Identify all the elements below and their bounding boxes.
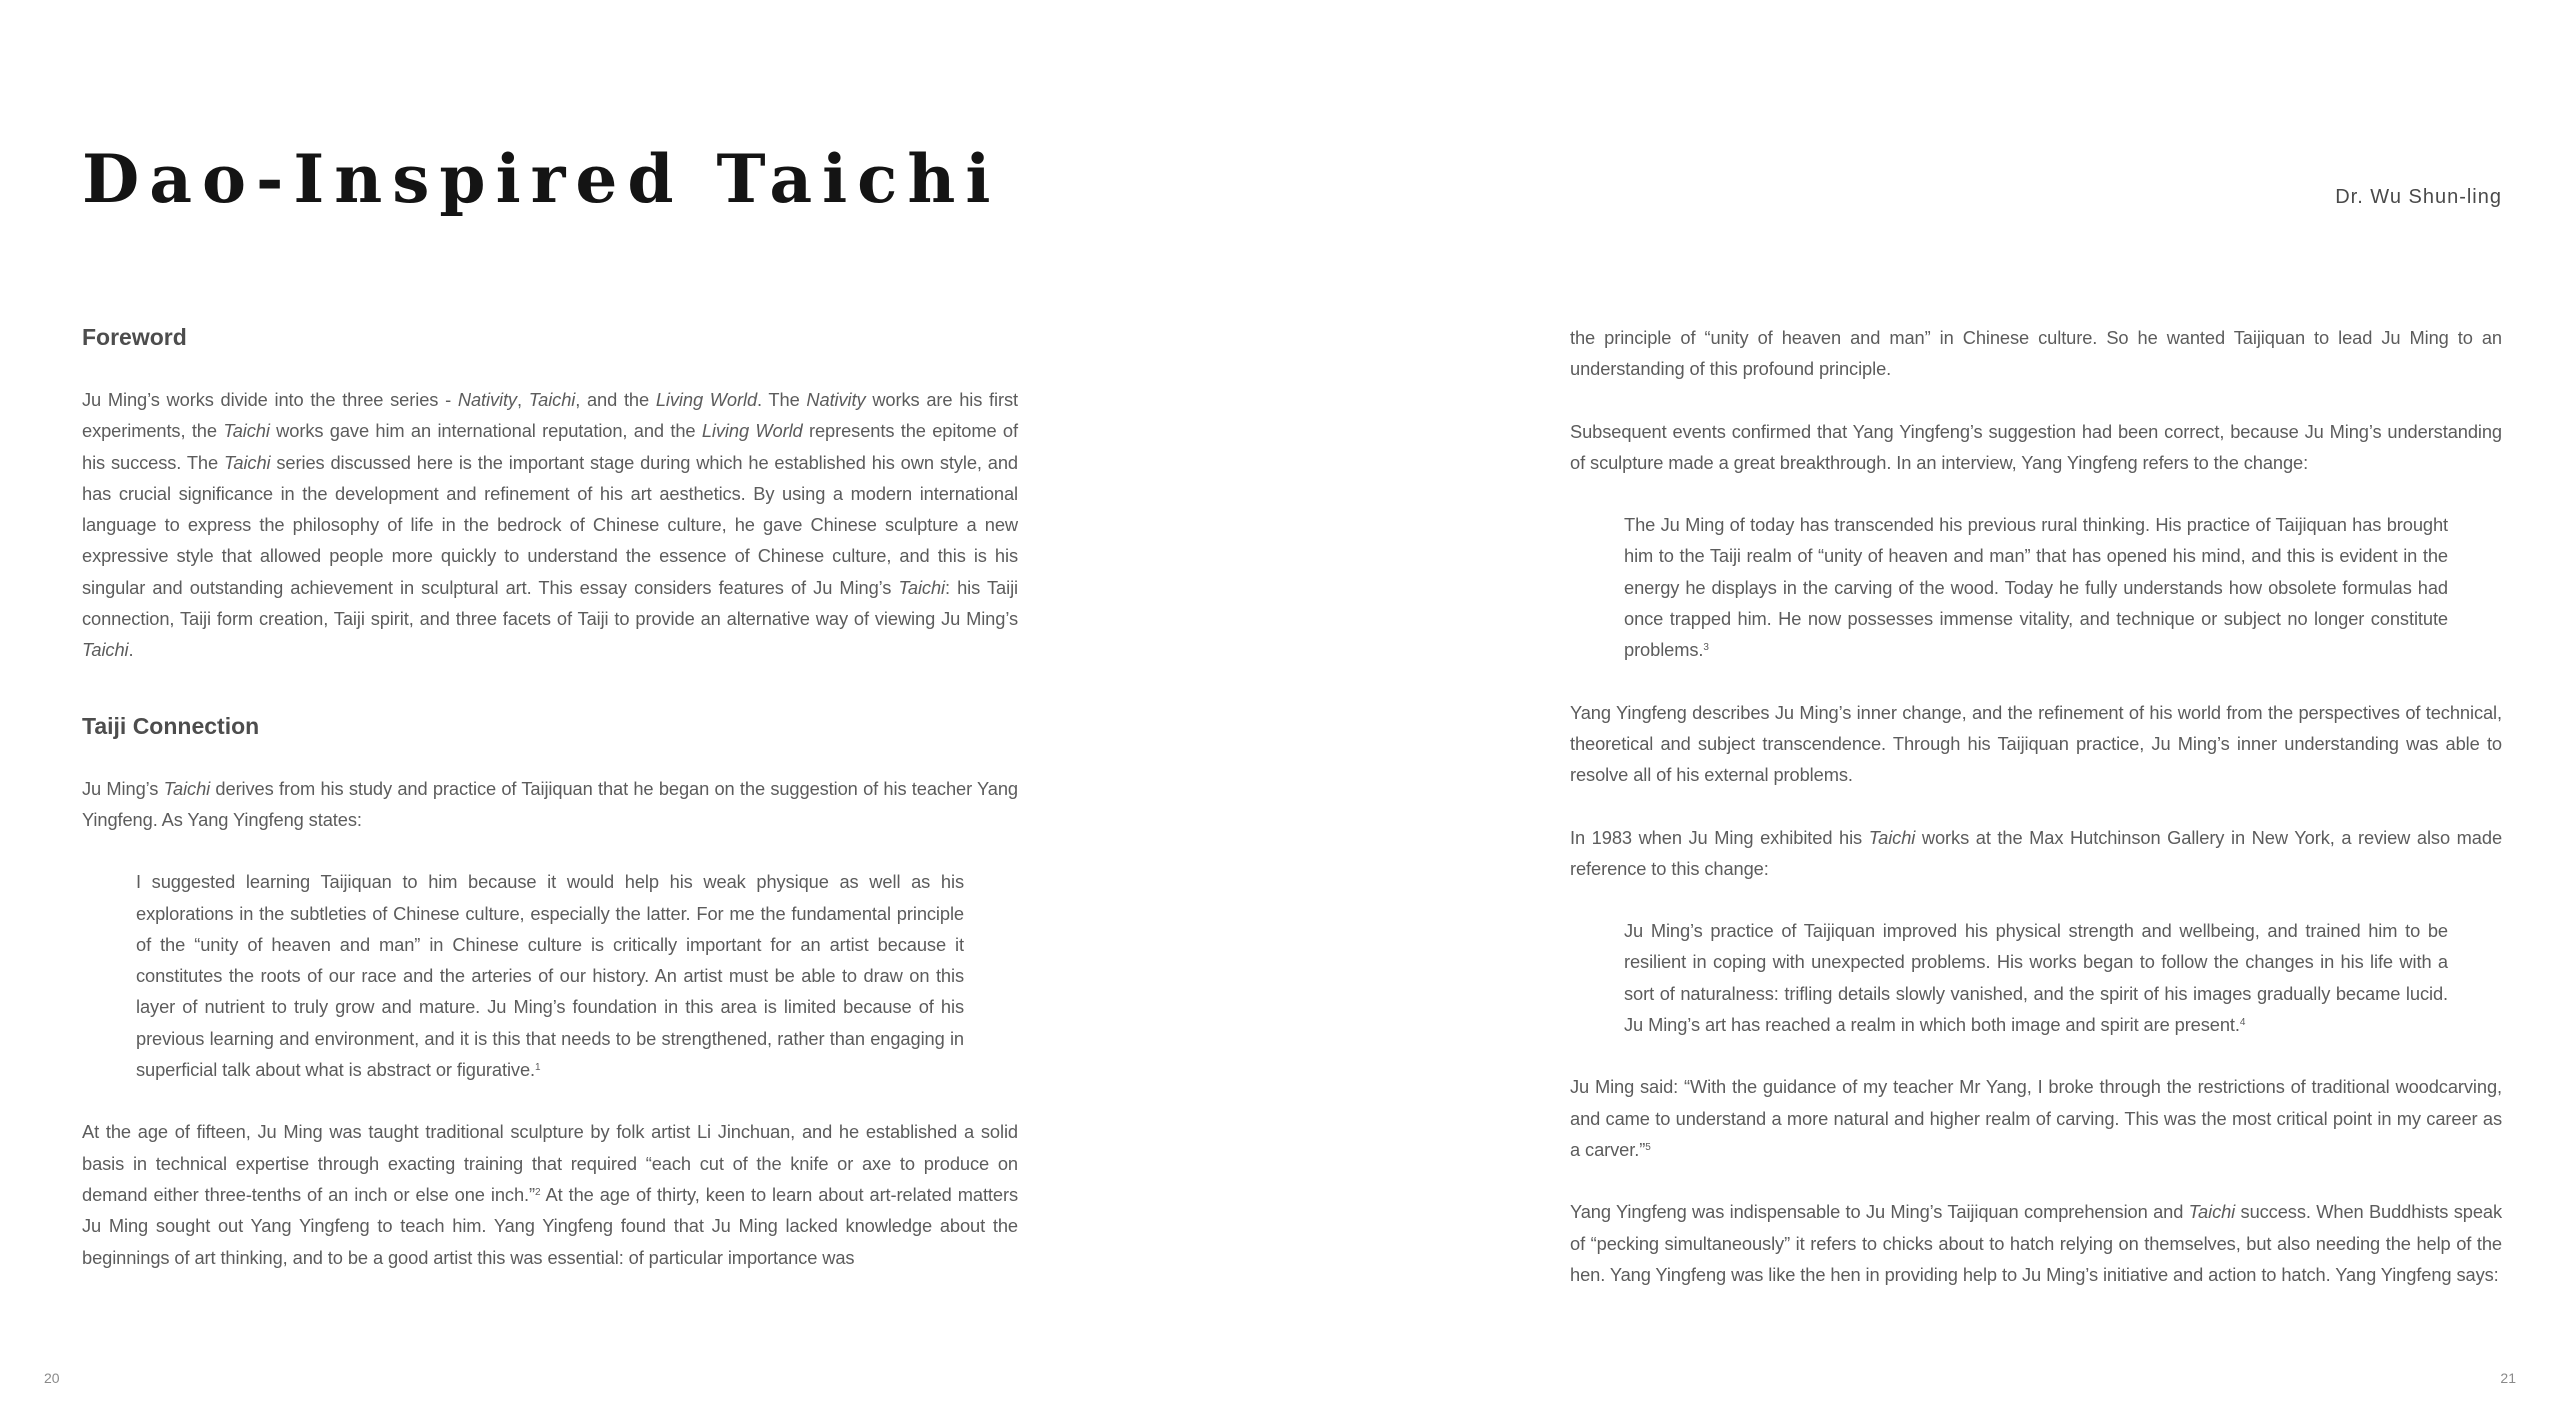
pecking-simultaneously-paragraph — [1570, 1196, 2502, 1290]
text-run: Subsequent events confirmed that Yang Yingfeng’s suggestion had been correct, because Ju Ming’s understanding of sculpture made a great breakthrough. In an interview, Yang Yingfeng refers to the change: — [1570, 420, 2502, 473]
italic-title: Taichi — [163, 777, 211, 799]
text-run: represents the epitome of his success. The — [82, 420, 1018, 473]
text-run: Yang Yingfeng describes Ju Ming’s inner change, and the refinement of his world from the perspectives of technical, theoretical and subject transcendence. Through his Taijiquan practice, Ju Ming’s inner understanding was able to resolve all of his external problems. — [1570, 701, 2502, 786]
text-run: At the age of fifteen, Ju Ming was taught traditional sculpture by folk artist Li Jinchuan, and he established a solid basis in technical expertise through exacting training that required “each cut of the knife or axe to produce on demand either three-tenths of an inch or else one inch.” — [82, 1121, 1018, 1205]
text-run: Ju Ming’s — [82, 777, 164, 799]
text-run: works at the Max Hutchinson Gallery in New York, a review also made reference to this change: — [1570, 826, 2503, 879]
right-page-column — [1570, 322, 2502, 1290]
text-run: The Ju Ming of today has transcended his previous rural thinking. His practice of Taijiquan has brought him to the Taiji realm of “unity of heaven and man” that has opened his mind, and this is evident in the energy he displays in the carving of the wood. Today he fully understands how obsolete formulas had once trapped him. He now possesses immense vitality, and technique or subject no longer constitute problems. — [1624, 514, 2448, 661]
foreword-paragraph — [82, 384, 1018, 666]
footnote-marker: 3 — [1703, 642, 1709, 654]
unity-principle-paragraph — [1570, 322, 2502, 385]
text-run: Yang Yingfeng was indispensable to Ju Ming’s Taijiquan comprehension and — [1570, 1201, 2189, 1223]
italic-title: Taichi — [1868, 826, 1916, 848]
foreword-heading: Foreword — [82, 324, 187, 350]
italic-title: Taichi — [898, 576, 945, 598]
text-run: , — [516, 389, 529, 410]
italic-title: Living World — [701, 420, 803, 442]
text-run: : his Taiji connection, Taiji form creation, Taiji spirit, and three facets of Taiji to provide an alternative way of viewing Ju Ming’s — [82, 576, 1018, 630]
text-run: series discussed here is the important stage during which he established his own style, and has crucial significance in the development and refinement of his art aesthetics. By using a modern international language to express the philosophy of life in the bedrock of Chinese culture, he gave Chinese sculpture a new expressive style that allowed people more quickly to understand the essence of Chinese culture, and this is his singular and outstanding achievement in sculptural art. This essay considers features of Ju Ming’s — [82, 451, 1018, 598]
text-run: In 1983 when Ju Ming exhibited his — [1570, 826, 1869, 848]
text-run: success. When Buddhists speak of “pecking simultaneously” it refers to chicks about to hatch relying on themselves, but also needing the help of the hen. Yang Yingfeng was like the hen in providing help to Ju Ming’s initiative and action to hatch. Yang Yingfeng says: — [1570, 1201, 2502, 1285]
taiji-intro-paragraph — [82, 773, 1018, 836]
text-run: works are his first experiments, the — [82, 389, 1018, 442]
page-number-left: 20 — [44, 1370, 60, 1386]
italic-title: Taichi — [528, 389, 576, 410]
article-author: Dr. Wu Shun-ling — [2335, 186, 2502, 208]
text-run: Ju Ming said: “With the guidance of my teacher Mr Yang, I broke through the restrictions of traditional woodcarving, and came to understand a more natural and higher realm of carving. This was the most critical point in my career as a carver.” — [1570, 1076, 2502, 1160]
review-block-quote — [1624, 915, 2448, 1040]
inner-change-paragraph — [1570, 697, 2502, 791]
footnote-marker: 4 — [2239, 1017, 2246, 1029]
footnote-marker: 1 — [535, 1062, 541, 1074]
li-jinchuan-paragraph — [82, 1116, 1018, 1272]
exhibition-1983-paragraph — [1570, 822, 2502, 885]
text-run: , and the — [575, 389, 656, 410]
text-run: Ju Ming’s practice of Taijiquan improved his physical strength and wellbeing, and trained him to be resilient in coping with unexpected problems. His works began to follow the changes in his life with a sort of naturalness: trifling details slowly vanished, and the spirit of his images gradually became lucid. Ju Ming’s art has reached a realm in which both image and spirit are present. — [1624, 920, 2448, 1036]
italic-title: Nativity — [457, 389, 517, 410]
italic-title: Taichi — [82, 639, 129, 661]
ju-ming-said-paragraph — [1570, 1071, 2502, 1165]
italic-title: Taichi — [223, 420, 270, 442]
footnote-marker: 5 — [1645, 1141, 1651, 1153]
text-run: derives from his study and practice of Taijiquan that he began on the suggestion of his teacher Yang Yingfeng. As Yang Yingfeng states: — [82, 777, 1018, 830]
italic-title: Living World — [655, 389, 758, 410]
italic-title: Nativity — [806, 389, 866, 410]
text-run: works gave him an international reputation, and the — [269, 420, 702, 442]
text-run: . — [128, 639, 134, 661]
text-run: the principle of “unity of heaven and man” in Chinese culture. So he wanted Taijiquan to lead Ju Ming to an understanding of this profound principle. — [1570, 327, 2502, 380]
page-number-right: 21 — [2500, 1370, 2516, 1386]
italic-title: Taichi — [2188, 1201, 2236, 1223]
italic-title: Taichi — [223, 451, 271, 473]
left-page-column — [82, 322, 1018, 1273]
interview-block-quote — [1624, 509, 2448, 665]
text-run: At the age of thirty, keen to learn about art-related matters Ju Ming sought out Yang Yingfeng to teach him. Yang Yingfeng found that Ju Ming lacked knowledge about the beginnings of art thinking, and to be a good artist this was essential: of particular importance was — [82, 1183, 1018, 1268]
article-title: Dao-Inspired Taichi — [82, 140, 1001, 218]
text-run: . The — [757, 389, 807, 410]
footnote-marker: 2 — [535, 1186, 541, 1198]
text-run: I suggested learning Taijiquan to him because it would help his weak physique as well as his explorations in the subtleties of Chinese culture, especially the latter. For me the fundamental principle of the “unity of heaven and man” in Chinese culture is critically important for an artist because it constitutes the roots of our race and the arteries of our history. An artist must be able to draw on this layer of nutrient to truly grow and mature. Ju Ming’s foundation in this area is limited because of his previous learning and environment, and it is this that needs to be strengthened, rather than engaging in superficial talk about what is abstract or figurative. — [136, 871, 964, 1081]
text-run: Ju Ming’s works divide into the three series - — [82, 389, 458, 410]
subsequent-events-paragraph — [1570, 416, 2502, 479]
taiji-connection-heading: Taiji Connection — [82, 712, 260, 739]
yang-yingfeng-block-quote — [136, 866, 964, 1085]
